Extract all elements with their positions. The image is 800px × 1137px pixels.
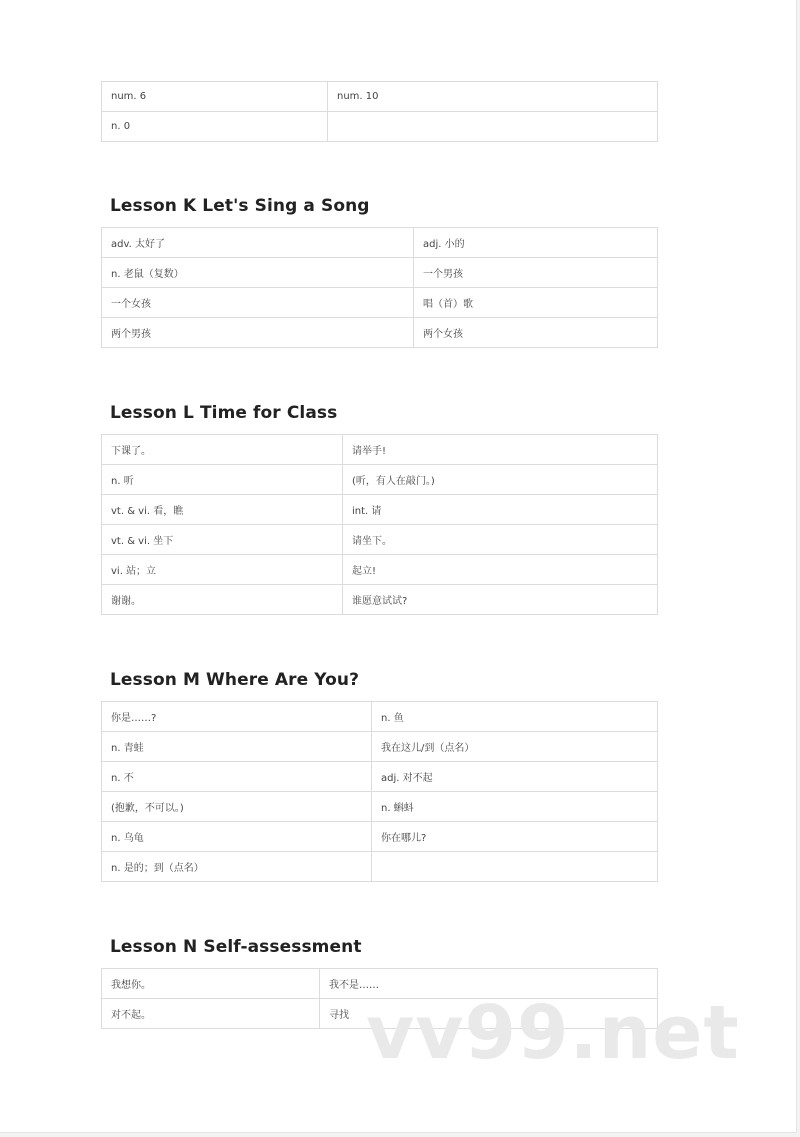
table-cell: 下课了。 [102,435,343,465]
vocab-table-lesson-m [101,701,658,882]
table-cell: n. 鱼 [372,702,658,732]
table-cell: n. 老鼠（复数） [102,258,414,288]
table-row [102,762,658,792]
lesson-k-heading: Lesson K Let's Sing a Song [110,196,370,216]
lesson-n-heading: Lesson N Self-assessment [110,937,362,957]
table-cell: n. 青蛙 [102,732,372,762]
table-cell: n. 乌龟 [102,822,372,852]
table-row [102,852,658,882]
table-row [102,228,658,258]
vocab-table-lesson-l [101,434,658,615]
table-cell: adj. 小的 [414,228,658,258]
table-cell: 你在哪儿? [372,822,658,852]
table-cell: n. 是的；到（点名） [102,852,372,882]
table-row [102,435,658,465]
table-row [102,702,658,732]
table-row [102,732,658,762]
table-cell: 两个女孩 [414,318,658,348]
table-row [102,585,658,615]
table-cell: n. 蝌蚪 [372,792,658,822]
table-cell: 一个男孩 [414,258,658,288]
table-cell: 请坐下。 [343,525,658,555]
table-cell: 起立! [343,555,658,585]
table-cell: 两个男孩 [102,318,414,348]
table-row [102,969,658,999]
table-cell: n. 不 [102,762,372,792]
table-cell [328,112,658,142]
table-cell: 我不是…… [320,969,658,999]
table-row [102,525,658,555]
table-cell: n. 听 [102,465,343,495]
table-cell: int. 请 [343,495,658,525]
table-row [102,318,658,348]
table-row [102,465,658,495]
table-cell: 一个女孩 [102,288,414,318]
table-cell: vt. & vi. 坐下 [102,525,343,555]
table-row [102,288,658,318]
table-cell [372,852,658,882]
table-cell: 我想你。 [102,969,320,999]
table-cell: 你是……? [102,702,372,732]
table-cell: vi. 站；立 [102,555,343,585]
vocab-table-lesson-k [101,227,658,348]
table-cell: num. 6 [102,82,328,112]
table-cell: (抱歉，不可以。) [102,792,372,822]
table-cell: 对不起。 [102,999,320,1029]
table-cell: 唱（首）歌 [414,288,658,318]
table-cell: vt. & vi. 看，瞧 [102,495,343,525]
table-cell: 我在这儿/到（点名） [372,732,658,762]
table-row [102,82,658,112]
table-cell: 谢谢。 [102,585,343,615]
table-row [102,999,658,1029]
watermark: vv99.net [366,990,740,1076]
table-cell: n. 0 [102,112,328,142]
lesson-l-heading: Lesson L Time for Class [110,403,338,423]
table-row [102,822,658,852]
vocab-table-lesson-n [101,968,658,1029]
lesson-m-heading: Lesson M Where Are You? [110,670,360,690]
table-cell: 谁愿意试试? [343,585,658,615]
table-row [102,258,658,288]
table-row [102,555,658,585]
table-cell: 请举手! [343,435,658,465]
table-row [102,495,658,525]
table-cell: (听，有人在敲门。) [343,465,658,495]
table-row [102,792,658,822]
table-cell: adv. 太好了 [102,228,414,258]
table-row [102,112,658,142]
table-cell: adj. 对不起 [372,762,658,792]
table-cell: num. 10 [328,82,658,112]
table-cell: 寻找 [320,999,658,1029]
vocab-table-top [101,81,658,142]
